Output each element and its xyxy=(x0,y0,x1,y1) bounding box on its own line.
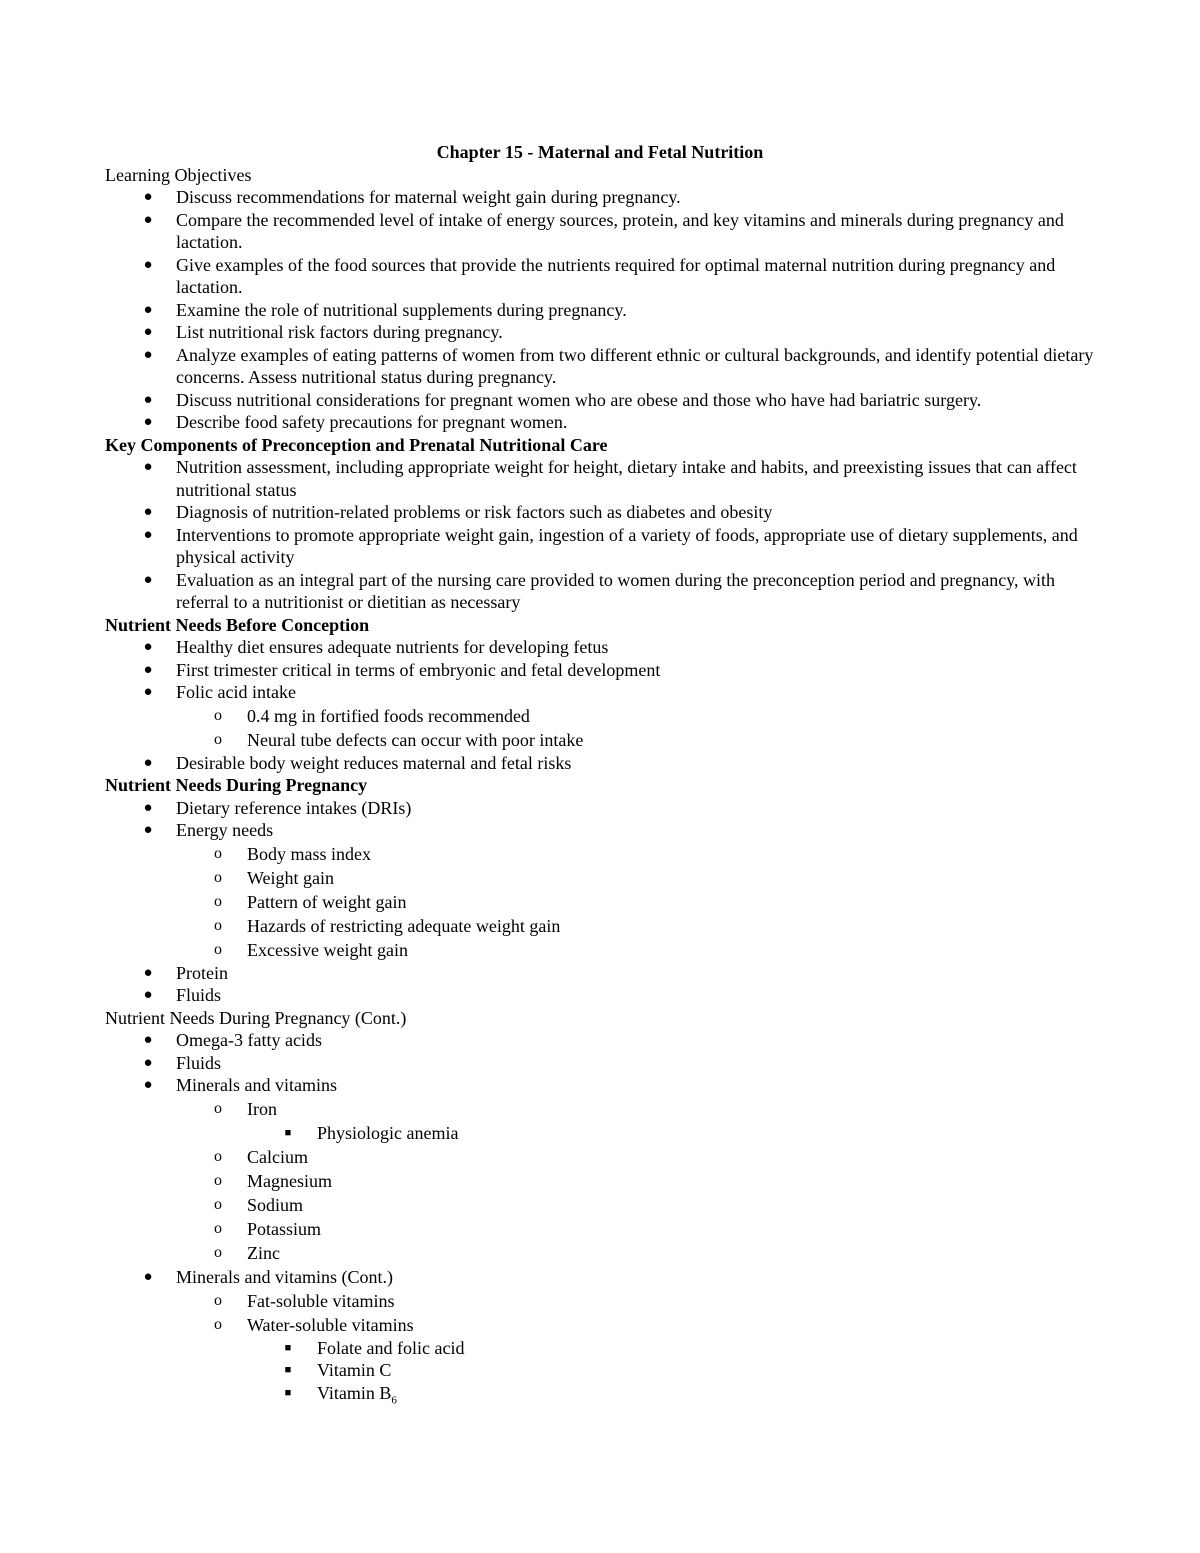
bullet-icon: ● xyxy=(143,211,153,228)
list-item: ● Diagnosis of nutrition-related problems or risk factors such as diabetes and obesity xyxy=(105,501,1095,524)
list-item: ● Minerals and vitamins (Cont.) xyxy=(105,1265,1095,1289)
list-item: ● Protein xyxy=(105,962,1095,985)
bullet-icon: ● xyxy=(143,459,153,475)
list-item: ● Analyze examples of eating patterns of women from two different ethnic or cultural backgrounds, and identify potential dietary concerns. Assess nutritional status during pregnancy. xyxy=(105,344,1095,389)
list-item: o Weight gain xyxy=(105,866,1095,890)
list-item: o Body mass index xyxy=(105,842,1095,866)
list-item: ■ Vitamin C xyxy=(105,1359,1095,1382)
before-conception-list xyxy=(105,636,1095,774)
bullet-icon: ● xyxy=(143,391,153,408)
list-item: ● Fluids xyxy=(105,1052,1095,1075)
circle-bullet-icon: o xyxy=(214,1099,222,1117)
circle-bullet-icon: o xyxy=(214,1219,222,1237)
bullet-icon: ● xyxy=(143,526,153,543)
square-bullet-icon: ■ xyxy=(284,1126,292,1139)
vitamin-b6-subscript: 6 xyxy=(391,1394,397,1407)
bullet-icon: ● xyxy=(143,571,153,588)
list-item: ● Interventions to promote appropriate weight gain, ingestion of a variety of foods, appropriate use of dietary supplements, and physical activity xyxy=(105,524,1095,569)
bullet-icon: ● xyxy=(143,301,153,318)
list-item: ● Energy needs xyxy=(105,819,1095,842)
before-conception-heading: Nutrient Needs Before Conception xyxy=(105,614,370,635)
square-bullet-icon: ■ xyxy=(284,1364,292,1376)
circle-bullet-icon: o xyxy=(214,1171,222,1189)
list-item: ● List nutritional risk factors during pregnancy. xyxy=(105,321,1095,344)
key-components-heading: Key Components of Preconception and Prenatal Nutritional Care xyxy=(105,434,608,455)
key-components-list xyxy=(105,456,1095,614)
circle-bullet-icon: o xyxy=(214,868,222,886)
list-item: ● Describe food safety precautions for pregnant women. xyxy=(105,411,1095,434)
bullet-icon: ● xyxy=(143,324,153,340)
learning-objectives-list xyxy=(105,186,1095,434)
list-item: o 0.4 mg in fortified foods recommended xyxy=(105,704,1095,728)
list-item: ■ Vitamin $B_6$ xyxy=(105,1382,1095,1412)
circle-bullet-icon: o xyxy=(214,706,222,724)
list-item: ● Minerals and vitamins xyxy=(105,1074,1095,1097)
bullet-icon: ● xyxy=(143,822,153,838)
bullet-icon: ● xyxy=(143,684,153,700)
list-item: ● Desirable body weight reduces maternal and fetal risks xyxy=(105,752,1095,775)
list-item: ■ Physiologic anemia xyxy=(105,1121,1095,1145)
bullet-icon: ● xyxy=(143,256,153,273)
list-item: ● Nutrition assessment, including appropriate weight for height, dietary intake and habits, and preexisting issues that can affect nutritional status xyxy=(105,456,1095,501)
circle-bullet-icon: o xyxy=(214,1315,222,1333)
bullet-icon: ● xyxy=(143,346,153,363)
bullet-icon: ● xyxy=(143,189,153,205)
circle-bullet-icon: o xyxy=(214,1243,222,1261)
bullet-icon: ● xyxy=(143,504,153,520)
during-pregnancy-cont-list xyxy=(105,1029,1095,1412)
list-item: ● Omega-3 fatty acids xyxy=(105,1029,1095,1052)
square-bullet-icon: ■ xyxy=(284,1341,292,1354)
square-bullet-icon: ■ xyxy=(284,1386,292,1399)
circle-bullet-icon: o xyxy=(214,844,222,862)
during-pregnancy-cont-heading: Nutrient Needs During Pregnancy (Cont.) xyxy=(105,1007,407,1028)
list-item: o Hazards of restricting adequate weight gain xyxy=(105,914,1095,938)
circle-bullet-icon: o xyxy=(214,1291,222,1309)
list-item: o Excessive weight gain xyxy=(105,938,1095,962)
bullet-icon: ● xyxy=(143,1077,153,1093)
list-item: ● Fluids xyxy=(105,984,1095,1007)
list-item: o Potassium xyxy=(105,1217,1095,1241)
list-item: o Zinc xyxy=(105,1241,1095,1265)
page-title: Chapter 15 - Maternal and Fetal Nutrition xyxy=(436,142,764,162)
bullet-icon: ● xyxy=(143,414,153,430)
circle-bullet-icon: o xyxy=(214,892,222,910)
list-item: o Neural tube defects can occur with poor intake xyxy=(105,728,1095,752)
bullet-icon: ● xyxy=(143,964,153,981)
list-item: ● Discuss nutritional considerations for pregnant women who are obese and those who have had bariatric surgery. xyxy=(105,389,1095,412)
bullet-icon: ● xyxy=(143,799,153,816)
list-item: o Sodium xyxy=(105,1193,1095,1217)
circle-bullet-icon: o xyxy=(214,940,222,958)
bullet-icon: ● xyxy=(143,987,153,1003)
list-item: ● Folic acid intake xyxy=(105,681,1095,704)
list-item: ● Dietary reference intakes (DRIs) xyxy=(105,797,1095,820)
list-item: o Magnesium xyxy=(105,1169,1095,1193)
list-item: ● First trimester critical in terms of embryonic and fetal development xyxy=(105,659,1095,682)
list-item: o Water-soluble vitamins xyxy=(105,1313,1095,1337)
list-item: o Iron xyxy=(105,1097,1095,1121)
bullet-icon: ● xyxy=(143,1032,153,1048)
list-item: o Fat-soluble vitamins xyxy=(105,1289,1095,1313)
during-pregnancy-heading: Nutrient Needs During Pregnancy xyxy=(105,775,368,795)
list-item: ● Examine the role of nutritional supplements during pregnancy. xyxy=(105,299,1095,322)
list-item: ● Discuss recommendations for maternal weight gain during pregnancy. xyxy=(105,186,1095,209)
bullet-icon: ● xyxy=(143,1268,153,1285)
list-item: o Pattern of weight gain xyxy=(105,890,1095,914)
bullet-icon: ● xyxy=(143,661,153,678)
bullet-icon: ● xyxy=(143,754,153,771)
bullet-icon: ● xyxy=(143,639,153,655)
bullet-icon: ● xyxy=(143,1054,153,1071)
during-pregnancy-list xyxy=(105,797,1095,1007)
document-content xyxy=(105,141,1095,1412)
list-item: ● Compare the recommended level of intake of energy sources, protein, and key vitamins and minerals during pregnancy and lactation. xyxy=(105,209,1095,254)
circle-bullet-icon: o xyxy=(214,916,222,934)
list-item: ● Evaluation as an integral part of the nursing care provided to women during the preconception period and pregnancy, with referral to a nutritionist or dietitian as necessary xyxy=(105,569,1095,614)
list-item: o Calcium xyxy=(105,1145,1095,1169)
circle-bullet-icon: o xyxy=(214,1195,222,1213)
circle-bullet-icon: o xyxy=(214,1147,222,1165)
learning-objectives-heading: Learning Objectives xyxy=(105,164,252,185)
list-item: ● Healthy diet ensures adequate nutrients for developing fetus xyxy=(105,636,1095,659)
circle-bullet-icon: o xyxy=(214,730,222,748)
list-item: ■ Folate and folic acid xyxy=(105,1337,1095,1360)
list-item: ● Give examples of the food sources that provide the nutrients required for optimal maternal nutrition during pregnancy and lactation. xyxy=(105,254,1095,299)
